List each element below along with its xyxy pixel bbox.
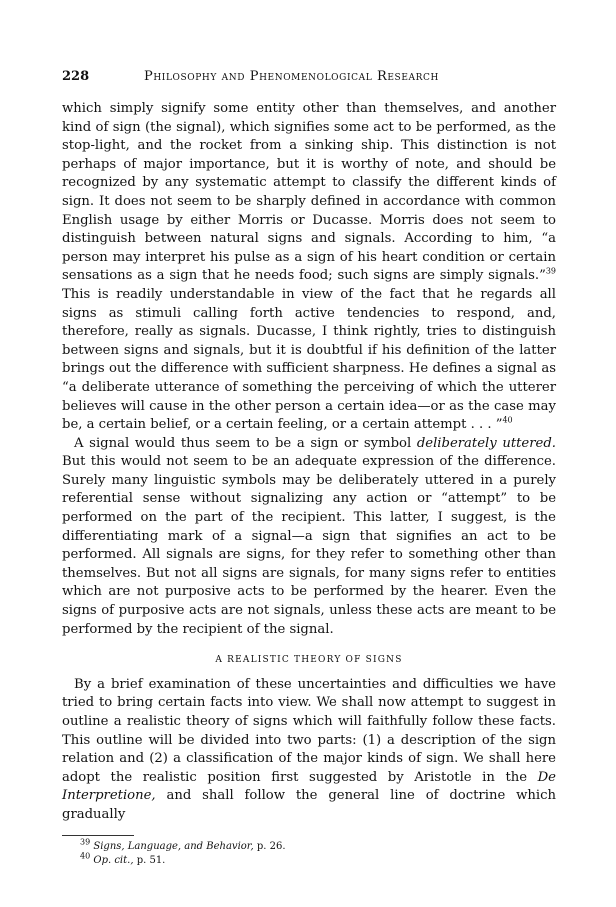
footnote-40-number: 40	[80, 851, 91, 861]
paragraph-1-text-b: This is readily understandable in view of the fact that he regards all signs as stimuli calling forth active tendencies to respond, and, therefore, really as signals. Ducasse, I think rightly, tries to distinguish between signs and signals, but it is doubtful if his definition of the latter brings out the difference with sufficient sharpness. He defines a signal as “a deliberate utterance of something the perceiving of which the utterer believes will cause in the other person a certain idea—or as the case may be, a certain belief, or a certain feeling, or a certain attempt . . . ”	[62, 286, 556, 433]
running-head: Philosophy and Phenomenological Research	[144, 69, 439, 84]
paragraph-2-text-a: A signal would thus seem to be a sign or symbol	[74, 435, 417, 451]
paragraph-3-emphasis: De Interpretione,	[62, 769, 556, 804]
footnote-39-title: Signs, Language, and Behavior,	[93, 840, 254, 852]
page-header	[62, 68, 556, 88]
footnote-40	[62, 851, 556, 868]
section-heading: A REALISTIC THEORY OF SIGNS	[215, 655, 403, 666]
paragraph-1	[62, 100, 556, 435]
footnote-39-number: 39	[80, 837, 91, 847]
footnote-39	[62, 837, 556, 854]
footnote-40-title: Op. cit.,	[93, 854, 134, 866]
page	[62, 68, 556, 868]
paragraph-2-emphasis: deliberately uttered.	[416, 435, 556, 451]
footnote-40-rest: p. 51.	[133, 854, 166, 866]
footnote-divider	[62, 835, 134, 836]
paragraph-3-text-b: and shall follow the general line of doctrine which gradually	[62, 788, 556, 822]
paragraph-2	[62, 435, 556, 640]
paragraph-3-text-a: By a brief examination of these uncertainties and difficulties we have tried to bring certain facts into view. We shall now attempt to suggest in outline a realistic theory of signs which will faithfully follow these facts. This outline will be divided into two parts: (1) a description of the sign relation and (2) a classification of the major kinds of sign. We shall here adopt the realistic position first suggested by Aristotle in the	[62, 676, 556, 785]
footnote-ref-39[interactable]: 39	[545, 266, 556, 276]
footnote-ref-40[interactable]: 40	[502, 415, 513, 425]
paragraph-2-text-b: But this would not seem to be an adequate expression of the difference. Surely many linguistic symbols may be deliberately uttered in a purely referential sense without signalizing any action or “attempt” to be performed on the part of the recipient. This latter, I suggest, is the differentiating mark of a signal—a sign that signifies an act to be performed. All signals are signs, for they refer to something other than themselves. But not all signs are signals, for many signs refer to entities which are not purposive acts to be performed by the hearer. Even the signs of purposive acts are not signals, unless these acts are meant to be performed by the recipient of the signal.	[62, 454, 556, 637]
footnote-39-rest: p. 26.	[253, 840, 286, 852]
paragraph-1-text-a: which simply signify some entity other than themselves, and another kind of sign (the signal), which signifies some act to be performed, as the stop-light, and the rocket from a sinking ship. This distinction is not perhaps of major importance, but it is worthy of note, and should be recognized by any systematic attempt to classify the different kinds of sign. It does not seem to be sharply defined in accordance with common English usage by either Morris or Ducasse. Morris does not seem to distinguish between natural signs and signals. According to him, “a person may interpret his pulse as a sign of his heart condition or certain sensations as a sign that he needs food; such signs are simply signals.”	[62, 101, 556, 284]
paragraph-3	[62, 676, 556, 825]
page-number: 228	[62, 69, 90, 84]
